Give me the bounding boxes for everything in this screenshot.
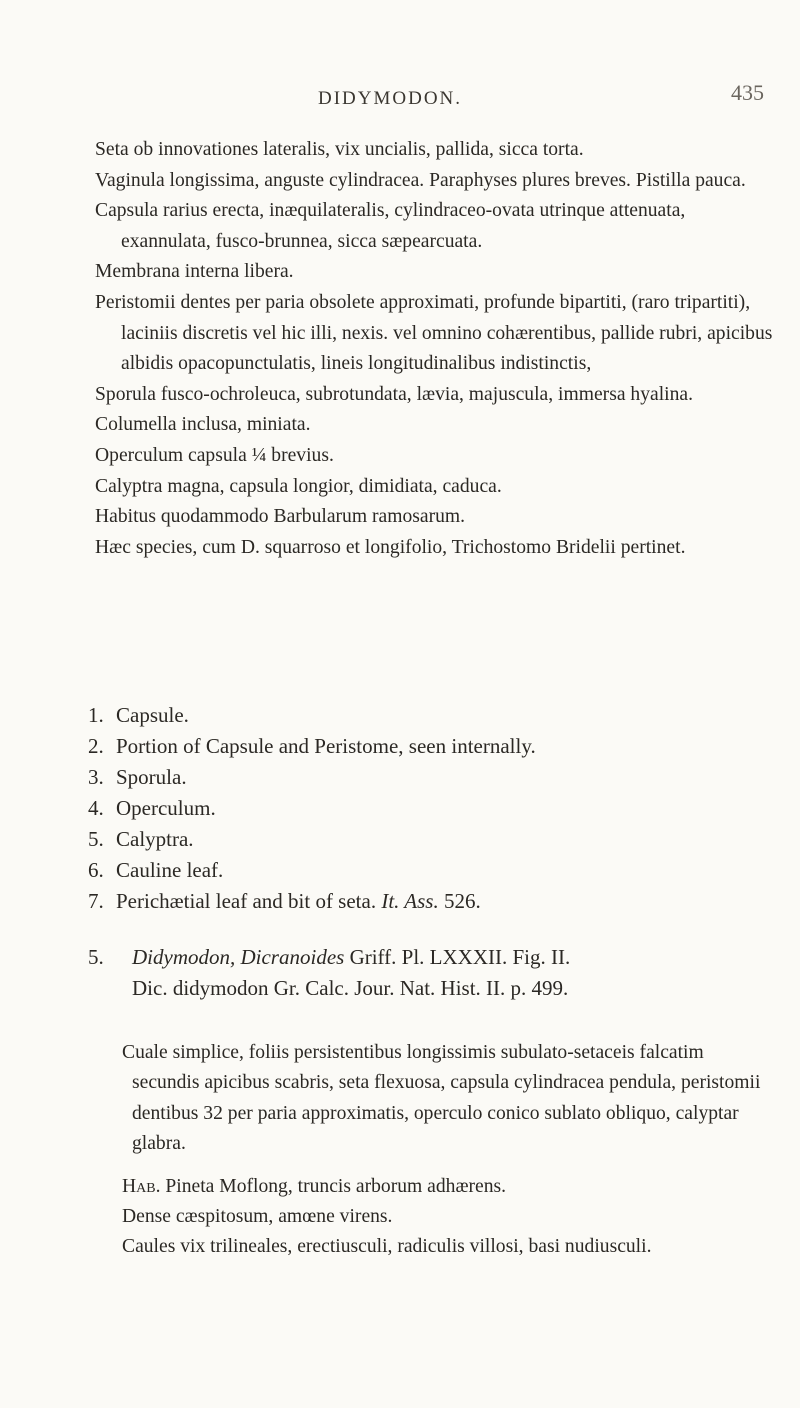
species-name: Didymodon, Dicranoides: [132, 945, 345, 969]
description-line: Calyptra magna, capsula longior, dimidiata, caduca.: [95, 475, 502, 497]
description-line: Vaginula longissima, anguste cylindracea. Paraphyses plures breves. Pistilla pauca.: [95, 169, 746, 191]
description-line: Operculum capsula ¼ brevius.: [95, 444, 334, 466]
figure-item: [88, 886, 778, 917]
description-line: Seta ob innovationes lateralis, vix uncialis, pallida, sicca torta.: [95, 139, 584, 160]
figure-item: [88, 793, 778, 824]
habitat-label: Hab.: [122, 1175, 161, 1197]
species-reference: Griff. Pl. LXXXII. Fig. II.: [349, 945, 571, 969]
figure-number: 7.: [88, 889, 104, 913]
species-title: [132, 942, 570, 973]
figure-reference-page: 526.: [443, 889, 481, 913]
habitat-line: [122, 1172, 772, 1202]
figure-item: [88, 855, 778, 886]
diagnosis-block: [122, 1038, 772, 1263]
species-heading: [88, 942, 778, 1004]
description-line: Peristomii dentes per paria obsolete approximati, profunde bipartiti, (raro tripartiti), laciniis discretis vel hic illi, nexis. vel omnino cohærentibus, pallide rubri, apicibus albidis opacopunctulatis, lineis longitudinalibus indistinctis,: [95, 291, 773, 375]
habitat-text: Pineta Moflong, truncis arborum adhærens.: [165, 1175, 507, 1197]
description-block: [95, 135, 775, 563]
species-number: 5.: [88, 945, 104, 969]
figure-item: [88, 731, 778, 762]
figure-caption: Cauline leaf.: [116, 858, 224, 882]
note-line: Dense cæspitosum, amœne virens.: [122, 1206, 393, 1228]
species-synonym: Dic. didymodon Gr. Calc. Jour. Nat. Hist. II. p. 499.: [132, 976, 569, 1000]
figure-reference: It. Ass.: [381, 889, 439, 913]
description-line: Columella inclusa, miniata.: [95, 414, 311, 436]
figure-number: 4.: [88, 796, 104, 820]
page-number: 435: [731, 80, 764, 105]
figure-caption: Sporula.: [116, 765, 187, 789]
figure-caption: Operculum.: [116, 796, 216, 820]
figure-number: 6.: [88, 858, 104, 882]
diagnosis-text: Cuale simplice, foliis persistentibus longissimis subulato-setaceis falcatim secundis apicibus scabris, seta flexuosa, capsula cylindracea pendula, peristomii dentibus 32 per paria approximatis, operculo conico sublato obliquo, calyptar glabra.: [122, 1042, 761, 1155]
description-line: Membrana interna libera.: [95, 261, 294, 283]
figure-number: 1.: [88, 703, 104, 727]
description-line: Habitus quodammodo Barbularum ramosarum.: [95, 506, 466, 528]
figure-caption: Calyptra.: [116, 827, 194, 851]
running-head-title: DIDYMODON.: [318, 88, 463, 109]
figure-item: [88, 762, 778, 793]
figure-caption: [116, 886, 778, 917]
figure-number: 3.: [88, 765, 104, 789]
figure-legend: [88, 700, 778, 917]
figure-item: [88, 700, 778, 731]
figure-number: 2.: [88, 734, 104, 758]
figure-number: 5.: [88, 827, 104, 851]
description-line: Sporula fusco-ochroleuca, subrotundata, lævia, majuscula, immersa hyalina.: [95, 383, 693, 405]
note-line: Caules vix trilineales, erectiusculi, radiculis villosi, basi nudiusculi.: [122, 1236, 652, 1258]
description-line: Hæc species, cum D. squarroso et longifolio, Trichostomo Bridelii pertinet.: [95, 536, 686, 558]
figure-item: [88, 824, 778, 855]
description-line: Capsula rarius erecta, inæquilateralis, cylindraceo-ovata utrinque attenuata, exannulata, fusco-brunnea, sicca sæpearcuata.: [95, 200, 686, 252]
figure-caption-text: Perichætial leaf and bit of seta.: [116, 889, 377, 913]
figure-caption: Capsule.: [116, 703, 189, 727]
figure-caption: Portion of Capsule and Peristome, seen internally.: [116, 734, 536, 758]
